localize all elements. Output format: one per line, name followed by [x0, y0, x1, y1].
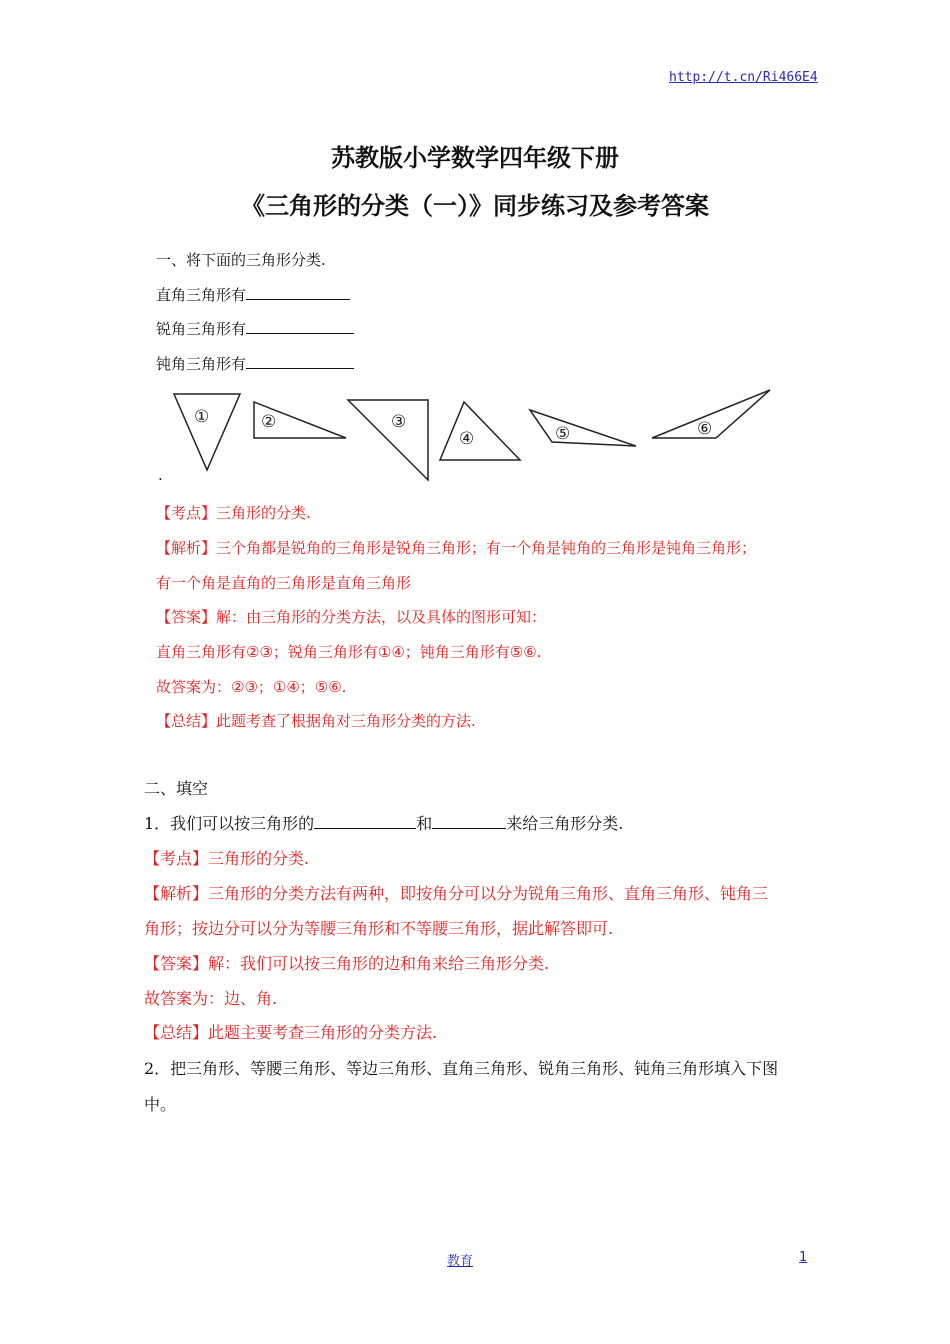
- blank-label-obtuse: 钝角三角形有: [156, 355, 247, 373]
- answer-blank-acute: [246, 319, 354, 334]
- triangle-4: [440, 402, 520, 460]
- question-2-line2: 中。: [144, 1095, 177, 1114]
- q1-blank-2: [432, 814, 506, 829]
- s2-jiexi-line2: 角形；按边分可以分为等腰三角形和不等腰三角形，据此解答即可.: [144, 919, 614, 938]
- triangle-1: [174, 394, 240, 470]
- triangle-4-label: ④: [459, 429, 475, 449]
- page-title: 苏教版小学数学四年级下册: [331, 144, 619, 172]
- q1-suffix: 来给三角形分类.: [506, 814, 624, 833]
- blank-row-acute: [156, 318, 354, 339]
- triangle-3: [348, 400, 428, 480]
- triangle-2-label: ②: [261, 412, 277, 432]
- s1-daan-line1: 【答案】解：由三角形的分类方法，以及具体的图形可知：: [156, 608, 547, 626]
- s1-jiexi-line1: 【解析】三个角都是锐角的三角形是锐角三角形；有一个角是钝角的三角形是钝角三角形；: [156, 539, 757, 557]
- answer-blank-right: [246, 285, 350, 300]
- page-number: 1: [799, 1250, 808, 1265]
- q1-mid: 和: [416, 814, 433, 833]
- source-link[interactable]: http://t.cn/Ri466E4: [669, 70, 818, 85]
- figure-dot: .: [158, 466, 163, 484]
- section1-heading: 一、将下面的三角形分类.: [156, 251, 326, 269]
- s1-daan-line3: 故答案为：②③；①④；⑤⑥.: [156, 678, 347, 696]
- s2-kaodian: 【考点】三角形的分类.: [144, 849, 310, 868]
- answer-blank-obtuse: [246, 354, 354, 369]
- page-subtitle: 《三角形的分类（一）》同步练习及参考答案: [241, 192, 709, 220]
- q1-prefix: 1．我们可以按三角形的: [144, 814, 315, 833]
- footer-link[interactable]: 教育: [447, 1254, 474, 1269]
- s2-jiexi-line1: 【解析】三角形的分类方法有两种，即按角分可以分为锐角三角形、直角三角形、钝角三: [144, 884, 769, 903]
- triangle-3-label: ③: [391, 412, 407, 432]
- s2-zongjie: 【总结】此题主要考查三角形的分类方法.: [144, 1023, 438, 1042]
- s1-jiexi-line2: 有一个角是直角的三角形是直角三角形: [156, 574, 412, 592]
- triangle-6-label: ⑥: [697, 419, 713, 439]
- triangle-1-label: ①: [194, 407, 210, 427]
- q1-blank-1: [314, 814, 416, 829]
- blank-row-right: [156, 284, 350, 305]
- question-1: [144, 811, 623, 834]
- blank-label-right: 直角三角形有: [156, 286, 247, 304]
- triangle-5-label: ⑤: [555, 424, 571, 444]
- blank-row-obtuse: [156, 353, 354, 374]
- question-2-line1: 2．把三角形、等腰三角形、等边三角形、直角三角形、锐角三角形、钝角三角形填入下图: [144, 1059, 779, 1078]
- triangle-5: [530, 410, 636, 446]
- section2-heading: 二、填空: [144, 779, 209, 798]
- blank-label-acute: 锐角三角形有: [156, 320, 247, 338]
- s1-kaodian: 【考点】三角形的分类.: [156, 504, 311, 522]
- s1-zongjie: 【总结】此题考查了根据角对三角形分类的方法.: [156, 712, 476, 730]
- s2-daan-line2: 故答案为：边、角.: [144, 989, 278, 1008]
- triangles-figure: [0, 380, 950, 490]
- s1-daan-line2: 直角三角形有②③；锐角三角形有①④；钝角三角形有⑤⑥.: [156, 643, 542, 661]
- s2-daan-line1: 【答案】解：我们可以按三角形的边和角来给三角形分类.: [144, 954, 550, 973]
